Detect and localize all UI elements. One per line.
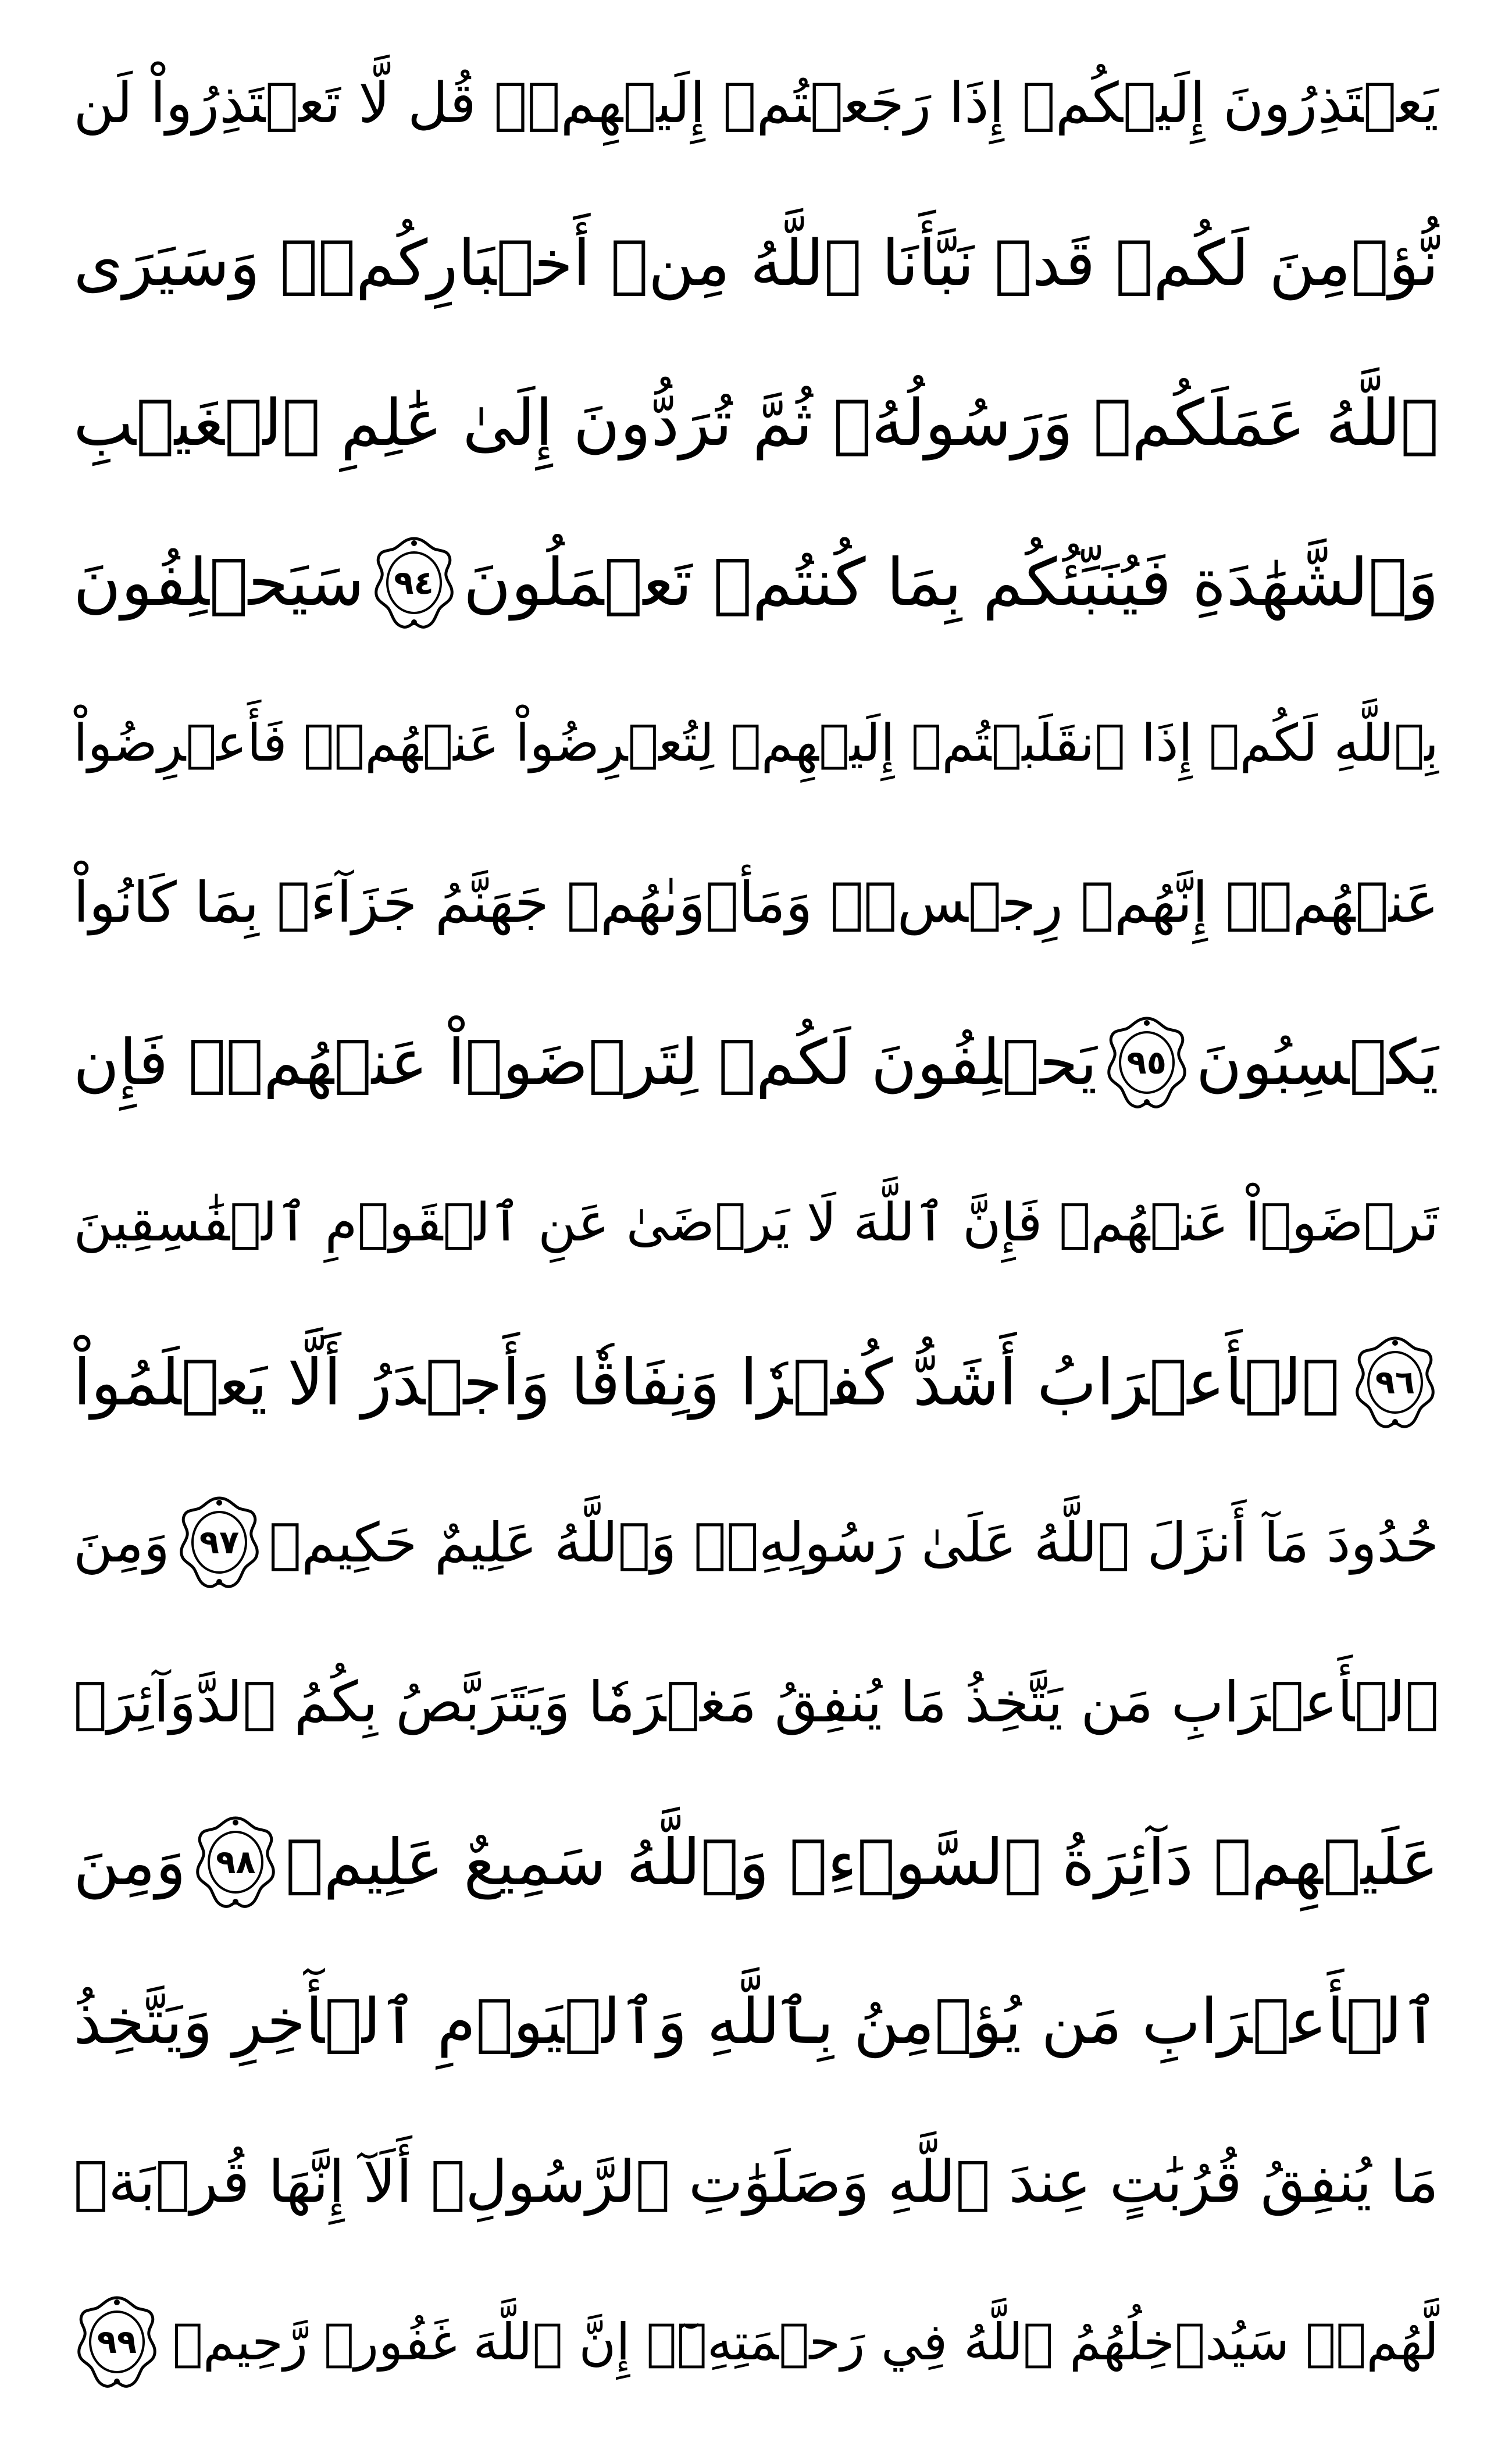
- ayah-number-marker: [1103, 1014, 1190, 1113]
- verse-text: عَلَيۡهِمۡ دَآئِرَةُ ٱلسَّوۡءِۗ وَٱللَّهُ سَمِيعٌ عَلِيمٞ: [285, 1825, 1439, 1899]
- ayah-number-marker: [73, 2293, 161, 2392]
- ayah-number-marker: [192, 1813, 279, 1912]
- ayah-number-marker: [1351, 1333, 1439, 1432]
- verse-line: [70, 2102, 1442, 2262]
- verse-text: وَمِنَ: [73, 1511, 170, 1574]
- verse-line: [70, 503, 1442, 663]
- ayah-number-marker: [176, 1493, 263, 1592]
- verse-text: ٱلۡأَعۡرَابِ مَن يُؤۡمِنُ بِٱللَّهِ وَٱلۡيَوۡمِ ٱلۡأٓخِرِ وَيَتَّخِذُ: [73, 1986, 1439, 2058]
- ayah-number: ٩٨: [216, 1843, 256, 1881]
- verse-line: [70, 1623, 1442, 1782]
- verse-text: نُّؤۡمِنَ لَكُمۡ قَدۡ نَبَّأَنَا ٱللَّهُ مِنۡ أَخۡبَارِكُمۡۚ وَسَيَرَى: [73, 226, 1439, 300]
- ayah-number: ٩٩: [97, 2323, 137, 2361]
- verse-text: ٱللَّهُ عَمَلَكُمۡ وَرَسُولُهُۥ ثُمَّ تُرَدُّونَ إِلَىٰ عَٰلِمِ ٱلۡغَيۡبِ: [73, 386, 1439, 460]
- ayah-number: ٩٦: [1375, 1363, 1415, 1402]
- verse-text: بِٱللَّهِ لَكُمۡ إِذَا ٱنقَلَبۡتُمۡ إِلَيۡهِمۡ لِتُعۡرِضُواْ عَنۡهُمۡۖ فَأَعۡرِضُواْ: [73, 713, 1439, 773]
- ayah-number-marker: [370, 534, 458, 633]
- verse-line: [70, 183, 1442, 343]
- verse-text: وَٱلشَّهَٰدَةِ فَيُنَبِّئُكُم بِمَا كُنتُمۡ تَعۡمَلُونَ: [463, 545, 1439, 621]
- ayah-number: ٩٤: [394, 564, 434, 602]
- verse-text: مَا يُنفِقُ قُرُبَٰتٍ عِندَ ٱللَّهِ وَصَلَوَٰتِ ٱلرَّسُولِۚ أَلَآ إِنَّهَا قُرۡبَةٞ: [73, 2149, 1439, 2216]
- verse-line: [70, 1782, 1442, 1942]
- verse-line: [70, 1303, 1442, 1463]
- verse-line: [70, 23, 1442, 183]
- verse-text: ٱلۡأَعۡرَابُ أَشَدُّ كُفۡرٗا وَنِفَاقٗا وَأَجۡدَرُ أَلَّا يَعۡلَمُواْ: [73, 1346, 1340, 1420]
- verse-text: تَرۡضَوۡاْ عَنۡهُمۡ فَإِنَّ ٱللَّهَ لَا يَرۡضَىٰ عَنِ ٱلۡقَوۡمِ ٱلۡفَٰسِقِينَ: [73, 1192, 1439, 1253]
- verse-line: [70, 823, 1442, 983]
- verse-line: [70, 2262, 1442, 2422]
- verse-text: يَعۡتَذِرُونَ إِلَيۡكُمۡ إِذَا رَجَعۡتُمۡ إِلَيۡهِمۡۚ قُل لَّا تَعۡتَذِرُواْ لَن: [73, 70, 1439, 136]
- verse-line: [70, 1942, 1442, 2102]
- verse-line: [70, 983, 1442, 1143]
- verse-text: ٱلۡأَعۡرَابِ مَن يَتَّخِذُ مَا يُنفِقُ مَغۡرَمٗا وَيَتَرَبَّصُ بِكُمُ ٱلدَّوَآئِرَۚ: [73, 1670, 1439, 1735]
- verse-line: [70, 343, 1442, 503]
- ayah-number: ٩٧: [199, 1523, 240, 1561]
- verse-line: [70, 1463, 1442, 1623]
- verse-text: يَحۡلِفُونَ لَكُمۡ لِتَرۡضَوۡاْ عَنۡهُمۡۖ فَإِن: [73, 1026, 1097, 1099]
- verse-line: [70, 1143, 1442, 1303]
- verse-text: سَيَحۡلِفُونَ: [73, 545, 365, 621]
- ayah-number: ٩٥: [1126, 1043, 1167, 1082]
- verse-text: يَكۡسِبُونَ: [1196, 1026, 1439, 1099]
- verse-lines: [70, 23, 1442, 2423]
- verse-text: لَّهُمۡۚ سَيُدۡخِلُهُمُ ٱللَّهُ فِي رَحۡمَتِهِۦٓۚ إِنَّ ٱللَّهَ غَفُورٞ رَّحِيمٞ: [172, 2312, 1439, 2372]
- verse-text: حُدُودَ مَآ أَنزَلَ ٱللَّهُ عَلَىٰ رَسُولِهِۦۗ وَٱللَّهُ عَلِيمٌ حَكِيمٞ: [269, 1511, 1439, 1574]
- verse-text: عَنۡهُمۡۖ إِنَّهُمۡ رِجۡسٞۖ وَمَأۡوَىٰهُمۡ جَهَنَّمُ جَزَآءَۢ بِمَا كَانُواْ: [73, 870, 1439, 935]
- verse-line: [70, 663, 1442, 823]
- verse-text: وَمِنَ: [73, 1825, 186, 1899]
